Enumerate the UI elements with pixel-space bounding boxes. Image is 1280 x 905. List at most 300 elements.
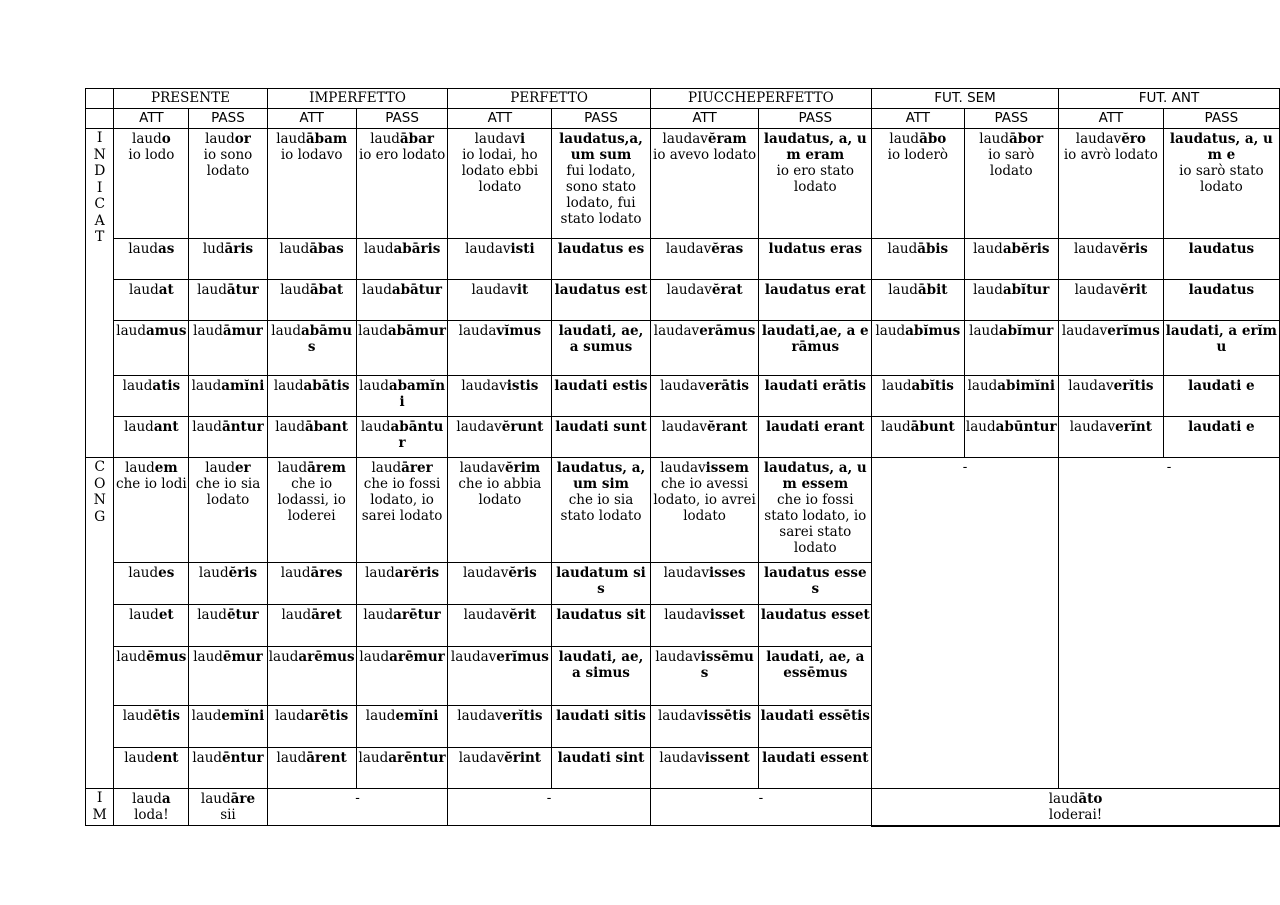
verb-form — [190, 708, 265, 724]
verb-stem: laud — [124, 750, 154, 766]
congiuntivo-presente-pass — [189, 458, 267, 563]
translation: che io fossi lodato, io sarei lodato — [361, 476, 443, 524]
verb-form — [966, 131, 1057, 147]
congiuntivo-piuccheperfetto-pass — [759, 647, 872, 706]
verb-stem: laud — [191, 708, 222, 724]
verb-form — [873, 241, 963, 257]
congiuntivo-presente-pass — [189, 563, 267, 605]
corner-cell — [86, 89, 114, 109]
verb-stem: laudav — [463, 607, 510, 623]
indicativo-futuro-anteriore-att — [1058, 321, 1163, 376]
verb-ending: istis — [506, 378, 539, 394]
verb-ending: laudatus,a, um sum — [559, 131, 643, 163]
verb-ending: laudatus esset — [760, 607, 870, 623]
indicativo-perfetto-pass — [552, 321, 650, 376]
translation: loderai! — [1048, 807, 1103, 823]
indicativo-perfetto-att — [448, 239, 552, 280]
verb-ending: āret — [311, 607, 342, 623]
congiuntivo-perfetto-att — [448, 563, 552, 605]
translation: io lodo — [128, 147, 175, 163]
indicativo-futuro-anteriore-att — [1058, 239, 1163, 280]
translation: che io lodi — [116, 476, 187, 492]
verb-form — [449, 565, 550, 581]
verb-ending: arēmus — [298, 649, 355, 665]
congiuntivo-piuccheperfetto-pass — [759, 458, 872, 563]
verb-form — [269, 378, 355, 394]
verb-form — [269, 750, 355, 766]
verb-stem: laud — [193, 323, 223, 339]
indicativo-perfetto-att — [448, 129, 552, 239]
indicativo-row — [86, 239, 1280, 280]
empty-futuro-semplice — [872, 458, 1059, 789]
verb-form — [190, 791, 265, 807]
verb-stem: laud — [122, 378, 153, 394]
indicativo-futuro-semplice-att — [872, 417, 965, 458]
verb-stem: laudav — [459, 460, 505, 476]
congiuntivo-piuccheperfetto-att — [650, 748, 759, 789]
indicativo-imperfetto-pass — [356, 376, 448, 417]
verb-stem: laudav — [659, 750, 705, 766]
verb-stem: laudav — [471, 282, 517, 298]
indicativo-imperfetto-att — [267, 417, 356, 458]
congiuntivo-piuccheperfetto-att — [650, 458, 759, 563]
indicativo-presente-pass — [189, 280, 267, 321]
empty-futuro-anteriore — [1058, 458, 1279, 789]
empty-imperativo-perfetto — [448, 789, 650, 826]
verb-form — [966, 282, 1057, 298]
verb-stem: laudav — [1061, 323, 1108, 339]
verb-stem: lauda — [458, 323, 497, 339]
verb-stem: laud — [205, 131, 235, 147]
indicativo-futuro-semplice-att — [872, 376, 965, 417]
verb-stem: laudav — [664, 607, 710, 623]
verb-ending: laudatus — [1188, 241, 1255, 257]
verb-stem: laudav — [662, 131, 708, 147]
verb-form — [1165, 241, 1278, 257]
verb-form — [269, 607, 355, 623]
indicativo-presente-att — [114, 129, 189, 239]
verb-stem: laud — [122, 708, 153, 724]
verb-form — [358, 131, 447, 147]
verb-stem: laud — [276, 131, 306, 147]
indicativo-futuro-semplice-att — [872, 280, 965, 321]
verb-ending: ant — [153, 419, 179, 435]
indicativo-perfetto-pass — [552, 280, 650, 321]
verb-form — [115, 460, 187, 476]
verb-form — [760, 419, 870, 435]
indicativo-piuccheperfetto-att — [650, 376, 759, 417]
verb-form — [269, 708, 355, 724]
translation: che io abbia lodato — [458, 476, 542, 508]
tense-perfetto: PERFETTO — [448, 89, 650, 109]
indicativo-row — [86, 417, 1280, 458]
verb-form — [449, 131, 550, 147]
verb-form — [1165, 419, 1278, 435]
verb-ending: ĕrat — [711, 282, 743, 298]
translation: che io sia stato lodato — [560, 492, 642, 524]
verb-form — [269, 460, 355, 476]
indicativo-piuccheperfetto-pass — [759, 239, 872, 280]
voice-att-imperfetto: ATT — [267, 109, 356, 129]
indicativo-row — [86, 321, 1280, 376]
verb-ending: ĕrit — [1120, 282, 1148, 298]
indicativo-perfetto-att — [448, 376, 552, 417]
translation: sii — [220, 807, 236, 823]
verb-form — [1165, 131, 1278, 163]
empty-mark: - — [758, 790, 764, 806]
verb-form — [553, 649, 648, 681]
verb-ending: ābo — [919, 131, 947, 147]
verb-ending: issētis — [703, 708, 752, 724]
verb-stem: laud — [193, 649, 223, 665]
verb-stem: laudav — [666, 282, 712, 298]
verb-ending: laudatus, a, um eram — [763, 131, 867, 163]
verb-ending: laudatus esses — [763, 565, 867, 597]
verb-form — [966, 241, 1057, 257]
verb-form — [115, 708, 187, 724]
verb-stem: laud — [192, 750, 223, 766]
verb-stem: laud — [280, 282, 310, 298]
congiuntivo-imperfetto-att — [267, 647, 356, 706]
verb-ending: ĕrit — [509, 607, 537, 623]
indicativo-futuro-semplice-pass — [964, 417, 1058, 458]
verb-ending: ĕras — [711, 241, 744, 257]
translation: che io sia lodato — [195, 476, 261, 508]
verb-ending: ābis — [917, 241, 949, 257]
verb-form — [760, 378, 870, 394]
verb-form — [1060, 323, 1162, 339]
verb-form — [652, 378, 758, 394]
verb-ending: erĭmus — [1107, 323, 1160, 339]
verb-form — [190, 607, 265, 623]
verb-ending: ĕrant — [707, 419, 748, 435]
verb-form — [873, 378, 963, 394]
verb-ending: abĭmur — [998, 323, 1054, 339]
verb-ending: or — [234, 131, 251, 147]
verb-form — [115, 750, 187, 766]
congiuntivo-presente-pass — [189, 706, 267, 748]
indicativo-futuro-anteriore-att — [1058, 280, 1163, 321]
verb-form — [760, 607, 870, 623]
verb-ending: laudati sitis — [556, 708, 646, 724]
indicativo-futuro-semplice-att — [872, 239, 965, 280]
congiuntivo-piuccheperfetto-att — [650, 647, 759, 706]
verb-ending: āntur — [221, 419, 264, 435]
verb-stem: laud — [889, 131, 920, 147]
verb-ending: laudatus es — [557, 241, 645, 257]
verb-form — [966, 323, 1057, 339]
translation: io ero lodato — [358, 147, 446, 163]
verb-form — [115, 565, 187, 581]
verb-ending: laudati erātis — [764, 378, 866, 394]
imperativo-presente-pass — [189, 789, 267, 826]
verb-ending: emĭni — [221, 708, 265, 724]
congiuntivo-imperfetto-pass — [356, 706, 448, 748]
indicativo-imperfetto-pass — [356, 239, 448, 280]
verb-ending: ātur — [226, 282, 259, 298]
indicativo-perfetto-att — [448, 280, 552, 321]
verb-ending: erĭmus — [496, 649, 549, 665]
verb-form — [553, 131, 648, 163]
verb-stem: laud — [888, 282, 918, 298]
verb-form — [449, 282, 550, 298]
verb-ending: issem — [705, 460, 749, 476]
verb-form — [358, 282, 447, 298]
indicativo-presente-att — [114, 239, 189, 280]
verb-form — [1165, 378, 1278, 394]
verb-ending: ētis — [152, 708, 180, 724]
indicativo-imperfetto-att — [267, 280, 356, 321]
verb-form — [1060, 282, 1162, 298]
verb-ending: laudati, ae, a simus — [558, 649, 644, 681]
verb-stem: laudav — [663, 565, 709, 581]
verb-ending: laudati,ae, a erāmus — [761, 323, 869, 355]
verb-form — [652, 282, 758, 298]
verb-ending: ābor — [1008, 131, 1044, 147]
verb-form — [358, 565, 447, 581]
verb-ending: ĕris — [228, 565, 258, 581]
verb-ending: ētur — [226, 607, 259, 623]
verb-form — [190, 649, 265, 665]
verb-form — [760, 131, 870, 163]
congiuntivo-perfetto-att — [448, 647, 552, 706]
verb-stem: laud — [116, 323, 146, 339]
verb-form — [1060, 131, 1162, 147]
verb-form — [115, 282, 187, 298]
voice-pass-presente: PASS — [189, 109, 267, 129]
verb-stem: laudav — [1073, 241, 1120, 257]
indicativo-piuccheperfetto-pass — [759, 417, 872, 458]
verb-ending: amĭni — [221, 378, 265, 394]
verb-ending: ĕrim — [505, 460, 541, 476]
verb-stem: laudav — [462, 565, 509, 581]
verb-form — [652, 750, 758, 766]
verb-form — [1165, 323, 1278, 355]
congiuntivo-presente-att — [114, 748, 189, 789]
verb-form — [358, 323, 447, 339]
verb-stem: laudav — [657, 708, 704, 724]
verb-stem: laud — [280, 565, 311, 581]
verb-stem: laud — [132, 131, 162, 147]
verb-ending: ābas — [309, 241, 344, 257]
congiuntivo-presente-pass — [189, 605, 267, 647]
verb-form — [358, 419, 447, 451]
verb-ending: abātis — [303, 378, 350, 394]
verb-stem: laud — [129, 282, 159, 298]
congiuntivo-perfetto-att — [448, 748, 552, 789]
verb-form — [190, 378, 265, 394]
voice-header-row — [86, 109, 1280, 129]
verb-ending: āre — [230, 791, 256, 807]
verb-stem: laud — [205, 460, 235, 476]
indicativo-piuccheperfetto-att — [650, 280, 759, 321]
verb-ending: a — [161, 791, 171, 807]
indicativo-futuro-semplice-pass — [964, 321, 1058, 376]
verb-form — [760, 750, 870, 766]
verb-form — [873, 131, 963, 147]
indicativo-presente-att — [114, 417, 189, 458]
voice-pass-imperfetto: PASS — [356, 109, 448, 129]
verb-form — [652, 131, 758, 147]
verb-stem: laudav — [660, 378, 706, 394]
verb-stem: laudav — [660, 460, 706, 476]
verb-ending: abĭmus — [905, 323, 961, 339]
indicativo-presente-pass — [189, 129, 267, 239]
verb-ending: o — [161, 131, 171, 147]
indicativo-imperfetto-att — [267, 321, 356, 376]
indicativo-perfetto-pass — [552, 129, 650, 239]
verb-stem: laud — [881, 378, 912, 394]
empty-mark: - — [546, 790, 552, 806]
verb-ending: laudati, a erĭmu — [1165, 323, 1277, 355]
verb-stem: laud — [371, 460, 402, 476]
verb-stem: laud — [116, 649, 147, 665]
verb-form — [115, 378, 187, 394]
verb-stem: laud — [973, 241, 1003, 257]
verb-ending: ĕram — [707, 131, 747, 147]
verb-stem: laud — [273, 378, 304, 394]
verb-form — [269, 419, 355, 435]
verb-form — [358, 241, 447, 257]
verb-form — [652, 241, 758, 257]
congiuntivo-perfetto-pass — [552, 748, 650, 789]
verb-stem: laud — [277, 460, 308, 476]
verb-ending: laudati e — [1188, 378, 1255, 394]
congiuntivo-piuccheperfetto-att — [650, 605, 759, 647]
verb-stem: laudav — [665, 241, 712, 257]
verb-form — [553, 419, 648, 435]
mood-congiuntivo — [86, 458, 114, 789]
verb-stem: laud — [875, 323, 906, 339]
voice-att-perfetto: ATT — [448, 109, 552, 129]
indicativo-futuro-anteriore-pass — [1163, 417, 1279, 458]
indicativo-futuro-anteriore-pass — [1163, 280, 1279, 321]
verb-ending: et — [158, 607, 174, 623]
verb-ending: ēmus — [146, 649, 187, 665]
translation: che io avessi lodato, io avrei lodato — [653, 476, 756, 524]
verb-stem: laud — [967, 378, 998, 394]
verb-form — [652, 323, 758, 339]
tense-presente: PRESENTE — [114, 89, 267, 109]
verb-form — [190, 460, 265, 476]
indicativo-piuccheperfetto-att — [650, 417, 759, 458]
verb-form — [760, 565, 870, 597]
congiuntivo-piuccheperfetto-pass — [759, 748, 872, 789]
indicativo-presente-pass — [189, 239, 267, 280]
verb-form — [553, 460, 648, 492]
congiuntivo-imperfetto-pass — [356, 458, 448, 563]
verb-form — [760, 323, 870, 355]
verb-stem: laud — [969, 323, 999, 339]
verb-ending: ābar — [399, 131, 434, 147]
congiuntivo-imperfetto-att — [267, 458, 356, 563]
verb-stem: laud — [128, 241, 159, 257]
translation: io avevo lodato — [653, 147, 757, 163]
verb-ending: as — [158, 241, 175, 257]
verb-form — [873, 323, 963, 339]
verb-ending: laudati erant — [766, 419, 865, 435]
verb-form — [115, 131, 187, 147]
verb-form — [190, 565, 265, 581]
verb-ending: ābunt — [910, 419, 955, 435]
congiuntivo-perfetto-pass — [552, 605, 650, 647]
congiuntivo-imperfetto-pass — [356, 605, 448, 647]
verb-stem: laud — [362, 282, 392, 298]
verb-ending: ārent — [306, 750, 347, 766]
verb-form — [652, 460, 758, 476]
verb-form — [553, 607, 648, 623]
verb-form — [358, 750, 447, 766]
verb-form — [115, 241, 187, 257]
translation: che io fossi stato lodato, io sarei stato lodato — [764, 492, 867, 556]
indicativo-piuccheperfetto-pass — [759, 129, 872, 239]
verb-ending: it — [516, 282, 529, 298]
verb-stem: laudav — [465, 241, 511, 257]
voice-att-presente: ATT — [114, 109, 189, 129]
verb-ending: erāmus — [699, 323, 756, 339]
verb-stem: laud — [973, 282, 1003, 298]
mood-indicativo — [86, 129, 114, 458]
indicativo-perfetto-pass — [552, 239, 650, 280]
conjugation-table — [85, 88, 1280, 827]
verb-stem: laud — [363, 241, 394, 257]
indicativo-futuro-anteriore-pass — [1163, 376, 1279, 417]
verb-stem: laud — [124, 419, 154, 435]
mood-label: I N D I C A T — [93, 130, 106, 245]
verb-stem: laudav — [450, 649, 497, 665]
verb-stem: laudav — [474, 131, 520, 147]
verb-stem: laud — [279, 241, 310, 257]
voice-att-futuro-anteriore: ATT — [1058, 109, 1163, 129]
verb-form — [760, 708, 870, 724]
verb-form — [966, 419, 1057, 435]
verb-form — [190, 282, 265, 298]
voice-pass-perfetto: PASS — [552, 109, 650, 129]
verb-stem: laud — [129, 607, 159, 623]
congiuntivo-piuccheperfetto-att — [650, 706, 759, 748]
indicativo-imperfetto-pass — [356, 280, 448, 321]
verb-ending: laudatus, a, um e — [1169, 131, 1273, 163]
translation: fui lodato, sono stato lodato, fui stato lodato — [560, 163, 642, 227]
verb-form — [553, 323, 648, 355]
verb-stem: laud — [271, 323, 301, 339]
verb-form — [873, 791, 1278, 807]
empty-imperativo-imperfetto — [267, 789, 448, 826]
mood-label: I M — [92, 790, 107, 823]
indicativo-perfetto-pass — [552, 417, 650, 458]
indicativo-imperfetto-att — [267, 239, 356, 280]
verb-form — [1165, 282, 1278, 298]
verb-ending: er — [234, 460, 251, 476]
congiuntivo-imperfetto-pass — [356, 563, 448, 605]
verb-ending: abātur — [391, 282, 442, 298]
indicativo-row — [86, 129, 1280, 239]
tense-header-row — [86, 89, 1280, 109]
verb-form — [652, 708, 758, 724]
verb-ending: emĭni — [395, 708, 439, 724]
congiuntivo-piuccheperfetto-pass — [759, 563, 872, 605]
indicativo-imperfetto-att — [267, 376, 356, 417]
congiuntivo-perfetto-pass — [552, 647, 650, 706]
congiuntivo-presente-att — [114, 647, 189, 706]
verb-stem: laud — [275, 419, 305, 435]
verb-stem: laud — [281, 607, 312, 623]
verb-form — [190, 750, 265, 766]
verb-form — [873, 419, 963, 435]
conjugation-sheet — [85, 88, 1280, 827]
verb-ending: āto — [1078, 791, 1103, 807]
tense-futuro-anteriore: FUT. ANT — [1058, 89, 1279, 109]
